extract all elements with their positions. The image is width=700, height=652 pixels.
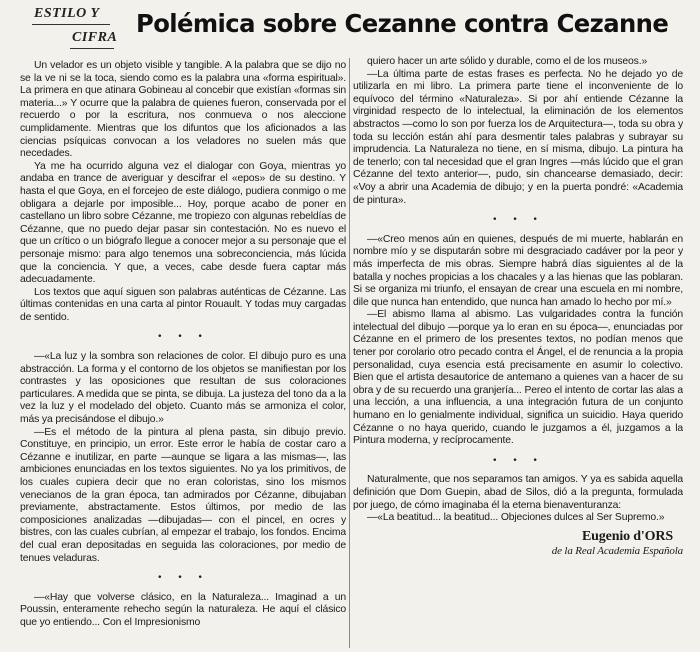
article-paragraph: —«Hay que volverse clásico, en la Naturaleza... Imaginad a un Poussin, enteramente rehecho según la naturaleza. He aquí el clásico que yo entiendo... Con el Impresionismo — [20, 591, 346, 628]
article-paragraph: quiero hacer un arte sólido y durable, como el de los museos.» — [367, 56, 648, 67]
section-separator-dots: • • • — [157, 573, 209, 584]
author-signature: Eugenio d'ORS — [581, 528, 673, 544]
article-paragraph: —«La luz y la sombra son relaciones de color. El dibujo puro es una abstracción. La forma y el contorno de los objetos se manifiestan por los contrastes y las oposiciones que resultan de sus coloraciones particulares. A medida que se pinta, se dibuja. La justeza del tono da a la vez la luz y el modelado del objeto. Cuanto más se armoniza el color, más ya precisándose el dibujo.» — [20, 351, 346, 426]
article-paragraph: Un velador es un objeto visible y tangible. A la palabra que se dijo no se la ve ni se la toca, siendo como es la palabra una «forma espiritual». La primera en que atinara Gobineau al concebir que existían «formas sin materia...» Y ocurre que la palabra de quienes fueron, conservada por el recuerdo o por la escritura, nos conmueva o nos aleccione cumplidamente. Mientras que los difuntos que los aficionados a las ciencias psíquicas convocan a los veladores no suelen más que necedades. — [20, 60, 346, 160]
article-column-left — [20, 60, 346, 648]
section-label-line-2: CIFRA — [72, 30, 118, 45]
article-paragraph: Los textos que aquí siguen son palabras auténticas de Cézanne. Las últimas contenidas en una carta al pintor Rouault. Y todas muy cargadas de sentido. — [20, 286, 346, 323]
article-column-right-body — [353, 56, 683, 525]
article-paragraph: —«Creo menos aún en quienes, después de mi muerte, hablarán en nombre mío y se disputarán sobre mi desgraciado cadáver por la peor y más imperfecta de mis obras. Siempre habrá días siguientes al de la batalla y noches propicias a los chacales y a las hienas que las poblaran. Si se organiza mi triunfo, el ensayan de crear una escuela en mi nombre, dile que nunca han entendido, que nunca han amado lo hecho por mí.» — [353, 233, 683, 308]
article-paragraph: —El abismo llama al abismo. Las vulgaridades contra la función intelectual del dibujo —porque ya lo eran en su época—, enunciadas por Cézanne en el primero de los presentes textos, no podían menos que tener por corolario otro pecado contra el Ángel, el de renuncia a la propia personalidad, cuya esencia está precisamente en asumir lo colectivo. Bien que el artista desautorice de antemano a quienes van a hacer de su obra y de su recuerdo una granjería... Pereo el intento de cortar las alas a una lección, a una influencia, a una integración futura de un conjunto humano en lo genialmente individual, significa un suicidio. Haya querido Cézanne o no haya querido, cuando le juzgamos a él, juzgamos a la Pintura moderna, y recíprocamente. — [353, 309, 683, 447]
section-separator-dots: • • • — [492, 455, 544, 466]
section-label-line-1: ESTILO Y — [34, 6, 100, 21]
article-header — [0, 0, 700, 62]
article-paragraph: —La última parte de estas frases es perfecta. No he dejado yo de utilizarla en mi libro. La primera parte tiene el inconveniente de lo equívoco del término «Naturaleza». Si por ahí entiende Cézanne la virginidad respecto de lo intelectual, la eliminación de los elementos abstractos —como lo son por fuerza los de Arquitectura—, toda su obra y toda su lección están ahí para desmentir tales palabras y subrayar su imprudencia. La Naturaleza no tiene, en sí misma, dibujo. La pintura ha de tenerlo; con tal necesidad que el gran Ingres —más lúcido que el gran Cézanne del texto anterior—, pudo, sin chancearse demasiado, decir: «Voy a abrir una Academia de dibujo; y en la puerta pondré: «Academia de pintura». — [353, 68, 683, 206]
section-separator-dots: • • • — [492, 215, 544, 226]
headline: Polémica sobre Cezanne contra Cezanne — [136, 9, 669, 38]
section-label-rule — [70, 48, 114, 49]
article-paragraph: —Es el método de la pintura al plena pasta, sin dibujo previo. Constituye, en principio, un error. Este error le había de costar caro a Cézanne e inutilizar, en parte —aunque se ligara a las mismas—, las ambiciones enunciadas en los textos siguientes. No ya los primitivos, de los cuales cupiera decir que no eran coloristas, sino los mismos venecianos de la gran época, tan admirados por Cézanne, dibujaban previamente, abstractamente. Estos últimos, por medio de las composiciones analizadas —dibujadas— con el pincel, en ocres y bistres, con las cuales cubrían, al empezar el trabajo, los fondos. Encima del cual eran depositadas en seguida las coloraciones, por medio de tenues veladuras. — [20, 426, 346, 564]
section-label-rule — [32, 24, 110, 25]
section-separator-dots: • • • — [157, 332, 209, 343]
article-paragraph: Ya me ha ocurrido alguna vez el dialogar con Goya, mientras yo andaba en trance de averiguar y descifrar el «epos» de su destino. Y hasta el que Goya, en el forcejeo de este diálogo, pudiera conmigo o me obligara a dejarle por imposible... Hoy, porque acabo de poner en castellano un libro sobre Cézanne, me tropiezo con algunas rebeldías de Cézanne, que no puedo dejar pasar sin contestación. No es nuevo el que un crítico o un biógrafo llegue a conocer mejor a su personaje que el personaje mismo: para algo tenemos una sobreconciencia, más lúcida que la conciencia. Y que, a veces, cabe desde fuera captar más adecuadamente. — [20, 160, 346, 286]
column-divider — [349, 58, 350, 648]
article-paragraph: —«La beatitud... la beatitud... Objeciones dulces al Ser Supremo.» — [367, 512, 665, 524]
article-column-right — [353, 56, 683, 644]
article-paragraph: Naturalmente, que nos separamos tan amigos. Y ya es sabida aquella definición que Dom Guepin, abad de Silos, dió a la pregunta, formulada por juego, de cómo imaginaba él la eterna bienaventuranza: — [353, 474, 683, 511]
author-affiliation: de la Real Academia Española — [551, 545, 683, 558]
